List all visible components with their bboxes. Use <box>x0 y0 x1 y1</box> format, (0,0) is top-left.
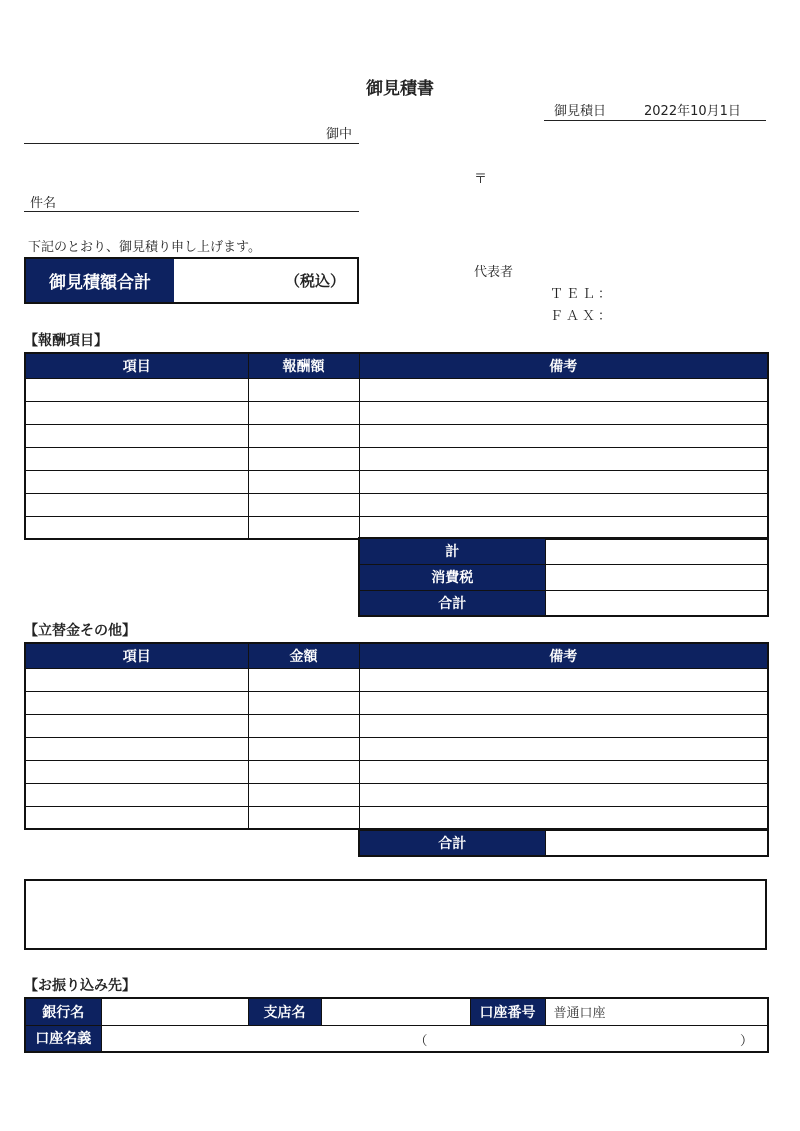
expenses-cell-notes[interactable] <box>359 783 768 806</box>
fees-cell-item[interactable] <box>25 516 248 539</box>
fees-total-value[interactable] <box>545 590 768 616</box>
branch-label: 支店名 <box>248 998 321 1025</box>
recipient-underline[interactable] <box>24 143 359 144</box>
expenses-cell-notes[interactable] <box>359 691 768 714</box>
tax-note: （税込） <box>284 272 345 290</box>
fees-cell-amount[interactable] <box>248 470 359 493</box>
fees-cell-amount[interactable] <box>248 516 359 539</box>
expenses-cell-item[interactable] <box>25 714 248 737</box>
expenses-cell-item[interactable] <box>25 668 248 691</box>
bank-name-label: 銀行名 <box>25 998 101 1025</box>
representative-label: 代表者 <box>474 265 514 280</box>
fees-row <box>25 447 768 470</box>
fees-cell-item[interactable] <box>25 378 248 401</box>
expenses-cell-item[interactable] <box>25 691 248 714</box>
fees-total-label: 合計 <box>359 590 545 616</box>
bank-section-title: 【お振り込み先】 <box>24 978 136 994</box>
fees-cell-notes[interactable] <box>359 401 768 424</box>
branch-value[interactable] <box>321 998 470 1025</box>
expenses-cell-notes[interactable] <box>359 714 768 737</box>
fees-header-notes: 備考 <box>359 353 768 378</box>
tel-label: ＴＥＬ： <box>550 287 615 302</box>
expenses-row <box>25 737 768 760</box>
fees-header-amount: 報酬額 <box>248 353 359 378</box>
bank-name-value[interactable] <box>101 998 248 1025</box>
fees-subtotal-label: 計 <box>359 538 545 564</box>
fees-cell-item[interactable] <box>25 424 248 447</box>
fees-row <box>25 401 768 424</box>
fees-cell-notes[interactable] <box>359 493 768 516</box>
expenses-total-label: 合計 <box>359 830 545 856</box>
account-holder-value[interactable] <box>101 1025 768 1052</box>
expenses-summary-table <box>358 829 769 857</box>
bank-table <box>24 997 769 1053</box>
fees-tax-label: 消費税 <box>359 564 545 590</box>
postal-mark: 〒 <box>474 172 488 187</box>
fees-table <box>24 352 769 540</box>
expenses-header-row <box>25 643 768 668</box>
expenses-header-item: 項目 <box>25 643 248 668</box>
expenses-cell-amount[interactable] <box>248 783 359 806</box>
subject-underline[interactable] <box>24 211 359 212</box>
expenses-cell-item[interactable] <box>25 737 248 760</box>
expenses-cell-amount[interactable] <box>248 714 359 737</box>
expenses-cell-item[interactable] <box>25 760 248 783</box>
fees-row <box>25 470 768 493</box>
document-title: 御見積書 <box>366 79 434 99</box>
expenses-row <box>25 760 768 783</box>
expenses-cell-notes[interactable] <box>359 806 768 829</box>
expenses-cell-notes[interactable] <box>359 737 768 760</box>
fees-tax-value[interactable] <box>545 564 768 590</box>
fees-cell-notes[interactable] <box>359 516 768 539</box>
fees-cell-item[interactable] <box>25 470 248 493</box>
fees-cell-notes[interactable] <box>359 424 768 447</box>
fees-cell-item[interactable] <box>25 401 248 424</box>
fees-section-title: 【報酬項目】 <box>24 333 108 349</box>
expenses-table <box>24 642 769 830</box>
expenses-cell-item[interactable] <box>25 806 248 829</box>
expenses-section-title: 【立替金その他】 <box>24 623 136 639</box>
expenses-total-value[interactable] <box>545 830 768 856</box>
expenses-header-amount: 金額 <box>248 643 359 668</box>
expenses-row <box>25 783 768 806</box>
recipient-suffix: 御中 <box>326 127 353 142</box>
expenses-row <box>25 691 768 714</box>
fees-cell-notes[interactable] <box>359 447 768 470</box>
estimate-total-value[interactable] <box>174 259 357 302</box>
fees-cell-amount[interactable] <box>248 401 359 424</box>
fees-cell-amount[interactable] <box>248 378 359 401</box>
fees-row <box>25 424 768 447</box>
fees-header-item: 項目 <box>25 353 248 378</box>
fees-cell-notes[interactable] <box>359 378 768 401</box>
date-value: 2022年10月1日 <box>644 104 741 119</box>
account-holder-label: 口座名義 <box>25 1025 101 1052</box>
date-underline <box>544 120 766 121</box>
fees-subtotal-value[interactable] <box>545 538 768 564</box>
fees-cell-item[interactable] <box>25 447 248 470</box>
fees-cell-amount[interactable] <box>248 424 359 447</box>
expenses-row <box>25 806 768 829</box>
account-number-label: 口座番号 <box>470 998 545 1025</box>
fees-cell-notes[interactable] <box>359 470 768 493</box>
intro-text: 下記のとおり、御見積り申し上げます。 <box>28 240 261 255</box>
expenses-cell-amount[interactable] <box>248 737 359 760</box>
fees-cell-amount[interactable] <box>248 447 359 470</box>
expenses-cell-amount[interactable] <box>248 691 359 714</box>
date-label: 御見積日 <box>554 104 607 119</box>
notes-box[interactable] <box>24 879 767 950</box>
account-type: 普通口座 <box>553 1006 606 1022</box>
fax-label: ＦＡＸ： <box>550 309 615 324</box>
fees-row <box>25 493 768 516</box>
fees-cell-item[interactable] <box>25 493 248 516</box>
fees-row <box>25 516 768 539</box>
expenses-cell-item[interactable] <box>25 783 248 806</box>
expenses-cell-amount[interactable] <box>248 806 359 829</box>
expenses-row <box>25 668 768 691</box>
expenses-cell-notes[interactable] <box>359 668 768 691</box>
expenses-cell-notes[interactable] <box>359 760 768 783</box>
estimate-total-label: 御見積額合計 <box>26 259 174 302</box>
fees-summary-table <box>358 537 769 617</box>
fees-row <box>25 378 768 401</box>
expenses-row <box>25 714 768 737</box>
paren-open: （ <box>414 1033 428 1049</box>
expenses-header-notes: 備考 <box>359 643 768 668</box>
fees-header-row <box>25 353 768 378</box>
expenses-cell-amount[interactable] <box>248 760 359 783</box>
account-type-value[interactable] <box>545 998 768 1025</box>
paren-close: ） <box>739 1033 753 1049</box>
expenses-cell-amount[interactable] <box>248 668 359 691</box>
estimate-total-box <box>24 257 359 304</box>
subject-label: 件名 <box>30 196 57 211</box>
fees-cell-amount[interactable] <box>248 493 359 516</box>
